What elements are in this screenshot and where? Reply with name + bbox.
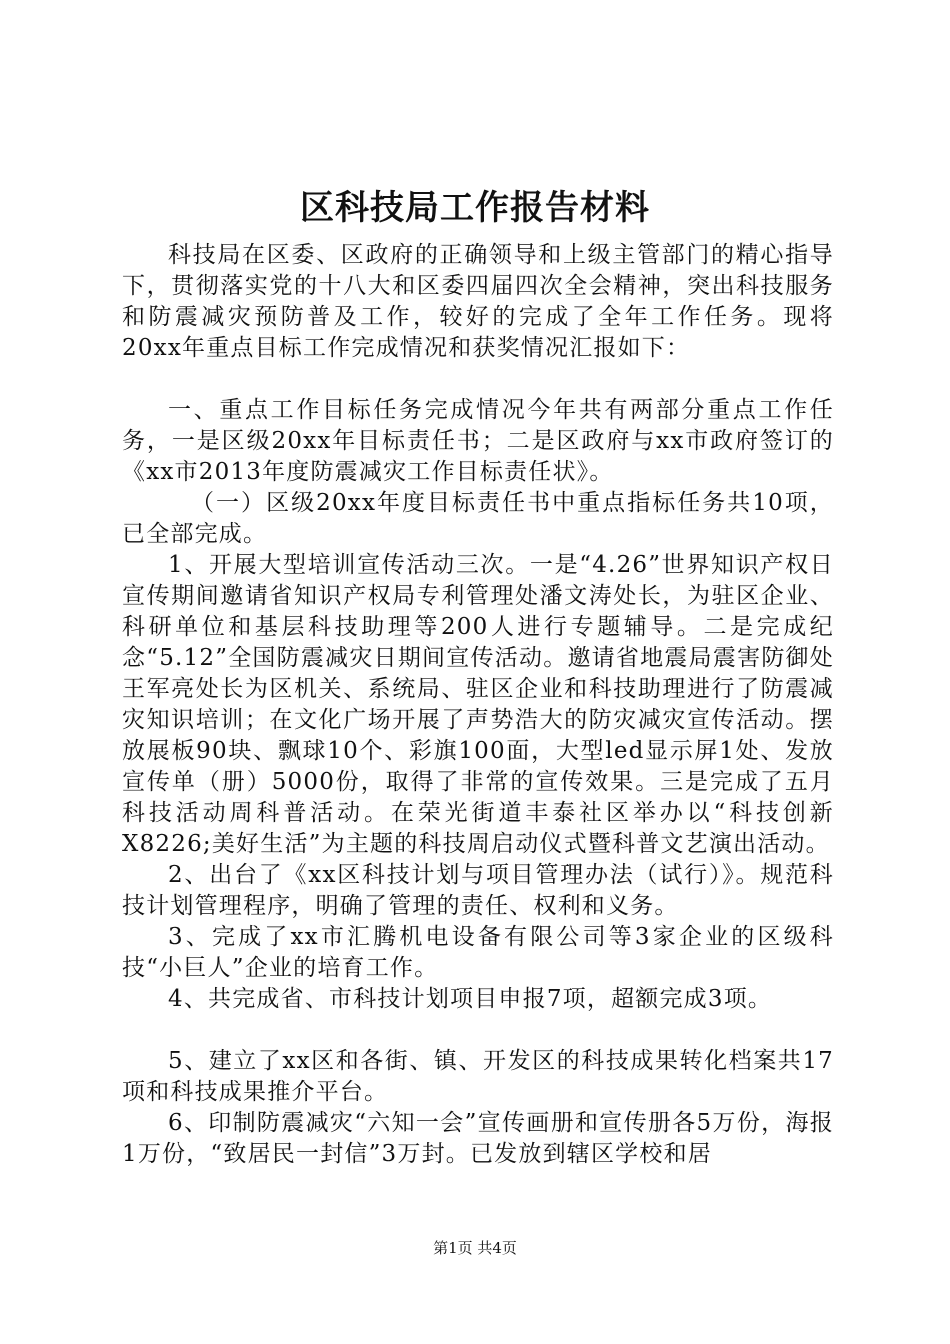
paragraph-subsection-1: （一）区级20xx年度目标责任书中重点指标任务共10项，已全部完成。 [122, 490, 834, 547]
paragraph-item-4: 4、共完成省、市科技计划项目申报7项，超额完成3项。 [168, 986, 773, 1012]
paragraph-section-1: 一、重点工作目标任务完成情况今年共有两部分重点工作任务，一是区级20xx年目标责任书；二是区政府与xx市政府签订的《xx市2013年度防震减灾工作目标责任状》。 [122, 397, 834, 485]
paragraph-item-2: 2、出台了《xx区科技计划与项目管理办法（试行）》。规范科技计划管理程序，明确了管理的责任、权利和义务。 [122, 862, 834, 919]
document-body [122, 240, 834, 1170]
paragraph-intro: 科技局在区委、区政府的正确领导和上级主管部门的精心指导下，贯彻落实党的十八大和区委四届四次全会精神，突出科技服务和防震减灾预防普及工作，较好的完成了全年工作任务。现将20xx年重点目标工作完成情况和获奖情况汇报如下： [122, 242, 834, 361]
paragraph-item-5: 5、建立了xx区和各街、镇、开发区的科技成果转化档案共17项和科技成果推介平台。 [122, 1048, 834, 1105]
page-indicator: 第1页 共4页 [433, 1239, 517, 1257]
paragraph-item-6: 6、印制防震减灾“六知一会”宣传画册和宣传册各5万份，海报1万份，“致居民一封信”3万封。已发放到辖区学校和居 [122, 1110, 834, 1167]
paragraph-item-3: 3、完成了xx市汇腾机电设备有限公司等3家企业的区级科技“小巨人”企业的培育工作。 [122, 924, 834, 981]
paragraph-item-1: 1、开展大型培训宣传活动三次。一是“4.26”世界知识产权日宣传期间邀请省知识产权局专利管理处潘文涛处长，为驻区企业、科研单位和基层科技助理等200人进行专题辅导。二是完成纪念“5.12”全国防震减灾日期间宣传活动。邀请省地震局震害防御处王军亮处长为区机关、系统局、驻区企业和科技助理进行了防震减灾知识培训；在文化广场开展了声势浩大的防灾减灾宣传活动。摆放展板90块、飘球10个、彩旗100面，大型led显示屏1处、发放宣传单（册）5000份，取得了非常的宣传效果。三是完成了五月科技活动周科普活动。在荣光街道丰泰社区举办以“科技创新X8226;美好生活”为主题的科技周启动仪式暨科普文艺演出活动。 [122, 552, 834, 857]
document-title: 区科技局工作报告材料 [300, 188, 650, 228]
